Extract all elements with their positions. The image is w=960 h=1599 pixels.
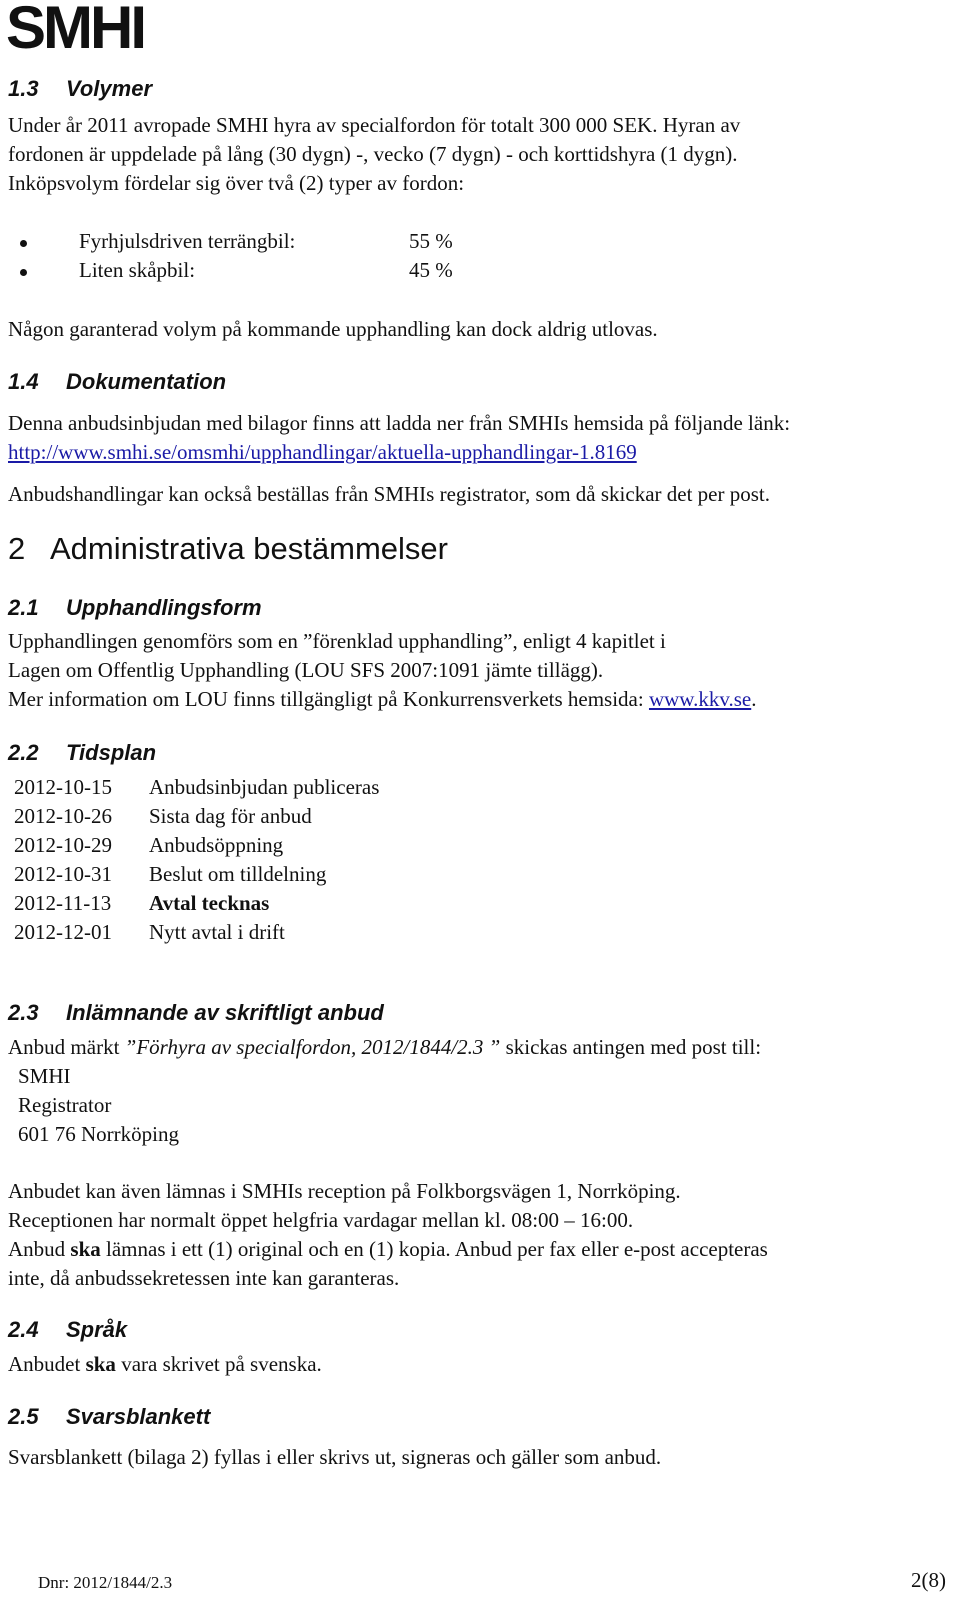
schedule-date: 2012-10-26 — [14, 804, 112, 828]
schedule-row — [14, 918, 285, 947]
kkv-link[interactable]: www.kkv.se — [648, 687, 752, 711]
paragraph: Under år 2011 avropade SMHI hyra av specialfordon för totalt 300 000 SEK. Hyran av — [8, 113, 741, 137]
paragraph-text: Anbud — [8, 1237, 71, 1261]
schedule-event: Beslut om tilldelning — [149, 862, 327, 886]
schedule-date: 2012-12-01 — [14, 920, 112, 944]
heading-title: Svarsblankett — [66, 1404, 211, 1429]
heading-number: 2.3 — [8, 1000, 39, 1025]
paragraph: Upphandlingen genomförs som en ”förenklad upphandling”, enligt 4 kapitlet i — [8, 629, 666, 653]
heading-2 — [8, 531, 448, 567]
heading-2-3 — [8, 1000, 384, 1026]
emphasis: ska — [70, 1237, 101, 1261]
paragraph-text: skickas antingen med post till: — [500, 1035, 762, 1059]
paragraph — [8, 1033, 761, 1062]
schedule-row — [14, 773, 379, 802]
heading-title: Administrativa bestämmelser — [50, 531, 448, 566]
paragraph: inte, då anbudssekretessen inte kan garanteras. — [8, 1266, 400, 1290]
bullet-icon — [20, 269, 27, 276]
address-line: SMHI — [18, 1064, 71, 1088]
address-line: Registrator — [18, 1093, 112, 1117]
heading-title: Volymer — [66, 76, 153, 101]
heading-number: 1.3 — [8, 76, 39, 101]
paragraph: fordonen är uppdelade på lång (30 dygn) -, vecko (7 dygn) - och korttidshyra (1 dygn). — [8, 142, 738, 166]
schedule-row — [14, 831, 283, 860]
schedule-event: Nytt avtal i drift — [149, 920, 285, 944]
schedule-date: 2012-10-31 — [14, 862, 112, 886]
footer-dnr: Dnr: 2012/1844/2.3 — [38, 1573, 173, 1592]
schedule-event: Sista dag för anbud — [149, 804, 312, 828]
paragraph: Receptionen har normalt öppet helgfria vardagar mellan kl. 08:00 – 16:00. — [8, 1208, 634, 1232]
emphasis: ska — [85, 1352, 116, 1376]
schedule-row — [14, 860, 326, 889]
paragraph-text: Anbudet — [8, 1352, 86, 1376]
heading-number: 1.4 — [8, 369, 39, 394]
footer-page-number: 2(8) — [911, 1568, 946, 1592]
bullet-icon — [20, 240, 27, 247]
heading-2-4 — [8, 1317, 127, 1343]
heading-number: 2.4 — [8, 1317, 39, 1342]
paragraph — [8, 1350, 322, 1379]
heading-title: Språk — [66, 1317, 128, 1342]
paragraph-text: Mer information om LOU finns tillgängligt på Konkurrensverkets hemsida: — [8, 687, 649, 711]
paragraph-text: vara skrivet på svenska. — [115, 1352, 322, 1376]
paragraph-text: lämnas i ett (1) original och en (1) kopia. Anbud per fax eller e-post accepteras — [100, 1237, 768, 1261]
paragraph: Anbudshandlingar kan också beställas från SMHIs registrator, som då skickar det per post. — [8, 482, 770, 506]
paragraph: Svarsblankett (bilaga 2) fyllas i eller skrivs ut, signeras och gäller som anbud. — [8, 1445, 662, 1469]
heading-2-1 — [8, 595, 262, 621]
vehicle-share: 45 % — [409, 258, 453, 282]
tender-marking: ”Förhyra av specialfordon, 2012/1844/2.3 ” — [124, 1035, 501, 1059]
schedule-event: Anbudsinbjudan publiceras — [149, 775, 380, 799]
heading-title: Upphandlingsform — [66, 595, 262, 620]
schedule-date: 2012-10-15 — [14, 775, 112, 799]
documentation-link[interactable]: http://www.smhi.se/omsmhi/upphandlingar/aktuella-upphandlingar-1.8169 — [8, 440, 637, 464]
heading-1-3 — [8, 76, 152, 102]
paragraph-text: Anbud märkt — [8, 1035, 125, 1059]
smhi-logo: SMHI — [6, 0, 144, 61]
vehicle-share: 55 % — [409, 229, 453, 253]
heading-title: Inlämnande av skriftligt anbud — [66, 1000, 384, 1025]
schedule-date: 2012-11-13 — [14, 891, 112, 915]
paragraph: Inköpsvolym fördelar sig över två (2) typer av fordon: — [8, 171, 465, 195]
list-item — [20, 256, 453, 285]
paragraph — [8, 685, 756, 714]
paragraph: Lagen om Offentlig Upphandling (LOU SFS 2007:1091 jämte tillägg). — [8, 658, 604, 682]
vehicle-type: Liten skåpbil: — [79, 258, 196, 282]
vehicle-type: Fyrhjulsdriven terrängbil: — [79, 229, 296, 253]
paragraph — [8, 1235, 768, 1264]
heading-2-5 — [8, 1404, 210, 1430]
schedule-row — [14, 889, 269, 918]
heading-number: 2 — [8, 531, 26, 566]
heading-title: Dokumentation — [66, 369, 227, 394]
schedule-row — [14, 802, 312, 831]
schedule-event: Anbudsöppning — [149, 833, 284, 857]
heading-1-4 — [8, 369, 226, 395]
heading-number: 2.5 — [8, 1404, 39, 1429]
schedule-event: Avtal tecknas — [149, 891, 270, 915]
list-item — [20, 227, 453, 256]
heading-number: 2.1 — [8, 595, 39, 620]
schedule-date: 2012-10-29 — [14, 833, 112, 857]
paragraph — [8, 438, 637, 467]
paragraph: Denna anbudsinbjudan med bilagor finns att ladda ner från SMHIs hemsida på följande länk: — [8, 411, 791, 435]
heading-2-2 — [8, 740, 156, 766]
heading-title: Tidsplan — [66, 740, 157, 765]
address-line: 601 76 Norrköping — [18, 1122, 179, 1146]
paragraph: Någon garanterad volym på kommande upphandling kan dock aldrig utlovas. — [8, 317, 658, 341]
paragraph: Anbudet kan även lämnas i SMHIs reception på Folkborgsvägen 1, Norrköping. — [8, 1179, 681, 1203]
heading-number: 2.2 — [8, 740, 39, 765]
paragraph-end: . — [751, 687, 757, 711]
